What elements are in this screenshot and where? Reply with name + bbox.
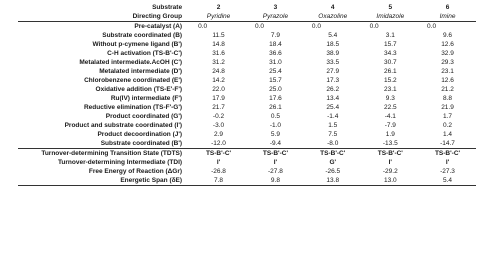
cell-value: 0.0 xyxy=(427,23,437,30)
cell-value: 15.7 xyxy=(269,77,282,84)
cell-value: 12.6 xyxy=(441,41,454,48)
cell-value: 29.3 xyxy=(441,59,454,66)
directing-group-name: Imidazole xyxy=(362,12,419,22)
table-row xyxy=(18,139,476,149)
energy-table xyxy=(18,3,476,186)
row-label: Energetic Span (δE) xyxy=(18,176,190,186)
row-label: Metalated intermediate (D') xyxy=(99,68,183,75)
table-row xyxy=(18,67,476,76)
cell-value: 30.7 xyxy=(383,59,397,66)
energy-rows xyxy=(18,22,476,149)
cell-value: 9.8 xyxy=(247,176,304,186)
cell-value: 36.6 xyxy=(269,50,282,57)
summary-row xyxy=(18,149,476,159)
table-row xyxy=(18,112,476,121)
cell-value: 17.6 xyxy=(269,95,282,102)
cell-value: 33.5 xyxy=(326,59,340,66)
row-label: Ru(IV) intermediate (F') xyxy=(110,95,183,102)
cell-value: 17.9 xyxy=(212,95,225,102)
cell-value: 2.9 xyxy=(213,131,224,138)
row-label: Reductive elimination (TS-F'-G') xyxy=(83,104,183,111)
table-row xyxy=(18,94,476,103)
cell-value: TS-B'-C' xyxy=(434,150,461,157)
cell-value: G' xyxy=(329,159,337,166)
cell-value: -0.2 xyxy=(212,113,225,120)
compound-number: 5 xyxy=(388,4,393,11)
cell-value: 26.1 xyxy=(269,104,282,111)
cell-value: 1.5 xyxy=(328,122,338,129)
cell-value: 0.0 xyxy=(198,23,208,30)
cell-value: 5.4 xyxy=(419,176,476,186)
cell-value: 17.3 xyxy=(326,77,340,84)
row-label: Substrate coordinated (B') xyxy=(18,139,190,149)
row-label: Product and substrate coordinated (I') xyxy=(64,122,183,129)
cell-value: 7.8 xyxy=(190,176,247,186)
cell-value: 0.5 xyxy=(270,113,280,120)
cell-value: 5.9 xyxy=(270,131,280,138)
row-label: Turnover-determining Transition State (TDTS) xyxy=(41,150,183,157)
row-label: Chlorobenzene coordinated (E') xyxy=(84,77,183,84)
cell-value: -26.8 xyxy=(211,168,226,175)
cell-value: 27.9 xyxy=(326,68,340,75)
cell-value: 7.5 xyxy=(328,131,338,138)
cell-value: 15.2 xyxy=(383,77,397,84)
row-label: Turnover-determining Intermediate (TDI) xyxy=(57,159,183,166)
directing-group-label: Directing Group xyxy=(18,12,190,22)
table-row xyxy=(18,76,476,85)
cell-value: -9.4 xyxy=(247,139,304,149)
row-label: Product decoordination (J') xyxy=(97,131,183,138)
compound-number: 4 xyxy=(330,4,335,11)
cell-value: 25.0 xyxy=(269,86,282,93)
cell-value: -14.7 xyxy=(419,139,476,149)
cell-value: 13.0 xyxy=(362,176,419,186)
table-row xyxy=(18,85,476,94)
cell-value: -4.1 xyxy=(384,113,396,120)
cell-value: 26.2 xyxy=(326,86,340,93)
cell-value: TS-B'-C' xyxy=(205,150,232,157)
directing-group-name: Imine xyxy=(419,12,476,22)
cell-value: 14.8 xyxy=(212,41,225,48)
cell-value: -26.5 xyxy=(325,168,341,175)
cell-value: 18.5 xyxy=(326,41,340,48)
header-row-directing-group xyxy=(18,12,476,22)
cell-value: 15.7 xyxy=(383,41,397,48)
row-label: Substrate coordinated (B) xyxy=(102,32,183,39)
directing-group-name: Pyrazole xyxy=(247,12,304,22)
cell-value: 31.2 xyxy=(212,59,225,66)
cell-value: 22.5 xyxy=(383,104,397,111)
row-label: Product coordinated (G') xyxy=(105,113,183,120)
cell-value: -27.8 xyxy=(268,168,283,175)
cell-value: -12.0 xyxy=(190,139,247,149)
cell-value: 34.3 xyxy=(383,50,397,57)
cell-value: 3.1 xyxy=(385,32,395,39)
summary-row xyxy=(18,158,476,167)
cell-value: -3.0 xyxy=(212,122,225,129)
cell-value: 1.7 xyxy=(442,113,453,120)
cell-value: 1.9 xyxy=(385,131,395,138)
cell-value: 14.2 xyxy=(212,77,225,84)
summary-row xyxy=(18,167,476,176)
directing-group-name: Oxazoline xyxy=(304,12,362,22)
cell-value: 0.0 xyxy=(311,23,321,30)
summary-rows xyxy=(18,149,476,186)
cell-value: 38.9 xyxy=(326,50,340,57)
compound-number: 6 xyxy=(445,4,450,11)
cell-value: TS-B'-C' xyxy=(377,150,403,157)
summary-row xyxy=(18,176,476,186)
compound-number: 2 xyxy=(216,4,221,11)
cell-value: 13.8 xyxy=(304,176,362,186)
cell-value: 13.4 xyxy=(326,95,340,102)
substrate-label: Substrate xyxy=(152,4,183,11)
cell-value: I' xyxy=(445,159,450,166)
table-row xyxy=(18,31,476,40)
cell-value: -1.0 xyxy=(269,122,282,129)
cell-value: 0.2 xyxy=(442,122,453,129)
table-row xyxy=(18,103,476,112)
row-label: Pre-catalyst (A) xyxy=(134,23,183,30)
cell-value: 21.7 xyxy=(212,104,225,111)
compound-number: 3 xyxy=(273,4,278,11)
cell-value: 7.9 xyxy=(270,32,280,39)
cell-value: -27.3 xyxy=(440,168,455,175)
cell-value: 5.4 xyxy=(328,32,338,39)
cell-value: 24.8 xyxy=(212,68,225,75)
table-row xyxy=(18,121,476,130)
cell-value: -13.5 xyxy=(362,139,419,149)
cell-value: 11.5 xyxy=(212,32,225,39)
cell-value: 26.1 xyxy=(383,68,397,75)
cell-value: 1.4 xyxy=(442,131,453,138)
cell-value: I' xyxy=(216,159,221,166)
cell-value: -1.4 xyxy=(327,113,339,120)
cell-value: 9.3 xyxy=(385,95,395,102)
cell-value: I' xyxy=(388,159,392,166)
cell-value: 23.1 xyxy=(441,68,454,75)
header-row-substrate xyxy=(18,3,476,12)
cell-value: 22.0 xyxy=(212,86,225,93)
cell-value: 31.6 xyxy=(212,50,225,57)
cell-value: -8.0 xyxy=(304,139,362,149)
cell-value: 25.4 xyxy=(326,104,340,111)
row-label: C-H activation (TS-B'-C') xyxy=(107,50,183,57)
table-row xyxy=(18,130,476,139)
cell-value: 9.6 xyxy=(442,32,453,39)
cell-value: -29.2 xyxy=(382,168,398,175)
cell-value: 32.9 xyxy=(441,50,454,57)
row-label: Oxidative addition (TS-E'-F') xyxy=(95,86,183,93)
cell-value: 21.2 xyxy=(441,86,454,93)
cell-value: I' xyxy=(273,159,278,166)
cell-value: 23.1 xyxy=(383,86,397,93)
row-label: Without p-cymene ligand (B') xyxy=(92,41,183,48)
cell-value: 21.9 xyxy=(441,104,454,111)
row-label: Metalated intermediate.AcOH (C') xyxy=(79,59,183,66)
cell-value: 25.4 xyxy=(269,68,282,75)
cell-value: 31.0 xyxy=(269,59,282,66)
cell-value: TS-B'-C' xyxy=(262,150,288,157)
cell-value: 12.6 xyxy=(441,77,454,84)
table-row xyxy=(18,40,476,49)
table-row xyxy=(18,58,476,67)
cell-value: -7.9 xyxy=(384,122,396,129)
directing-group-name: Pyridine xyxy=(190,12,247,22)
cell-value: 18.4 xyxy=(269,41,282,48)
row-label: Free Energy of Reaction (ΔGr) xyxy=(88,168,183,175)
table-row xyxy=(18,49,476,58)
cell-value: 0.0 xyxy=(369,23,379,30)
cell-value: TS-B'-C' xyxy=(320,150,346,157)
table-row xyxy=(18,22,476,32)
cell-value: 8.8 xyxy=(442,95,453,102)
cell-value: 0.0 xyxy=(254,23,265,30)
